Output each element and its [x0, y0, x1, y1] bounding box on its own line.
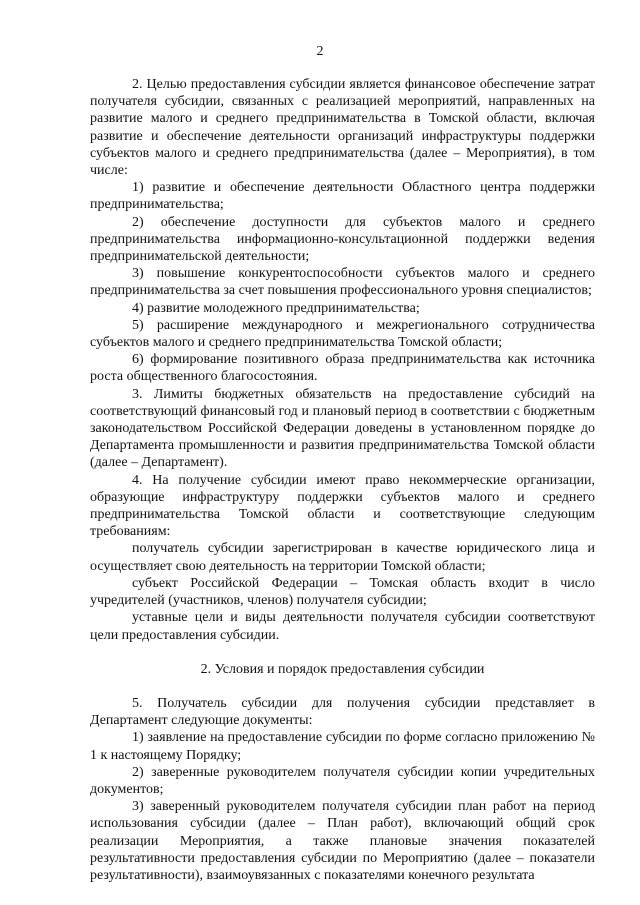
document-item-2: 2) заверенные руководителем получателя субсидии копии учредительных документов; — [90, 764, 595, 797]
spacer — [90, 678, 595, 695]
paragraph-4: 4. На получение субсидии имеют право некоммерческие организации, образующие инфраструктуру поддержки субъектов малого и среднего предпринимательства Томской области и соответствующие следующим требованиям: — [90, 472, 595, 540]
list-item-5: 5) расширение международного и межрегионального сотрудничества субъектов малого и среднего предпринимательства Томской области; — [90, 317, 595, 351]
list-item-6: 6) формирование позитивного образа предпринимательства как источника роста общественного благосостояния. — [90, 352, 595, 385]
document-item-1: 1) заявление на предоставление субсидии по форме согласно приложению № 1 к настоящему Порядку; — [90, 730, 595, 763]
requirement-2: субъект Российской Федерации – Томская область входит в число учредителей (участников, членов) получателя субсидии; — [90, 575, 595, 609]
document-body — [90, 76, 595, 884]
list-item-4: 4) развитие молодежного предпринимательства; — [132, 300, 420, 316]
paragraph-2: 2. Целью предоставления субсидии является финансовое обеспечение затрат получателя субсидии, связанных с реализацией мероприятий, направленных на развитие малого и среднего предпринимательства в Томской области, включая развитие и обеспечение деятельности организаций инфраструктуры поддержки субъектов малого и среднего предпринимательства (далее – Мероприятия), в том числе: — [90, 77, 595, 179]
requirement-1: получатель субсидии зарегистрирован в качестве юридического лица и осуществляет свою деятельность на территории Томской области; — [90, 541, 595, 574]
paragraph-3: 3. Лимиты бюджетных обязательств на предоставление субсидий на соответствующий финансовый год и плановый период в соответствии с бюджетным законодательством Российской Федерации доведены в установленном порядке до Департамента промышленности и развития предпринимательства Томской области (далее – Департамент). — [90, 386, 595, 471]
list-item-2: 2) обеспечение доступности для субъектов малого и среднего предпринимательства информационно-консультационной поддержки ведения предпринимательской деятельности; — [90, 214, 595, 265]
paragraph-5: 5. Получатель субсидии для получения субсидии представляет в Департамент следующие документы: — [90, 695, 595, 729]
list-item-1: 1) развитие и обеспечение деятельности Областного центра поддержки предпринимательства; — [90, 180, 595, 213]
spacer — [90, 644, 595, 661]
list-item-3: 3) повышение конкурентоспособности субъектов малого и среднего предпринимательства за счет повышения профессионального уровня специалистов; — [90, 266, 595, 299]
section-heading: 2. Условия и порядок предоставления субсидии — [200, 661, 485, 677]
document-item-3: 3) заверенный руководителем получателя субсидии план работ на период использования субсидии (далее – План работ), включающий общий срок реализации Мероприятия, а также плановые значения показателей результативности предоставления субсидии по Мероприятию (далее – показатели результативности), взаимоувязанных с показателями конечного результата — [90, 799, 595, 883]
requirement-3: уставные цели и виды деятельности получателя субсидии соответствуют цели предоставления субсидии. — [90, 610, 595, 643]
page-number: 2 — [316, 44, 324, 59]
